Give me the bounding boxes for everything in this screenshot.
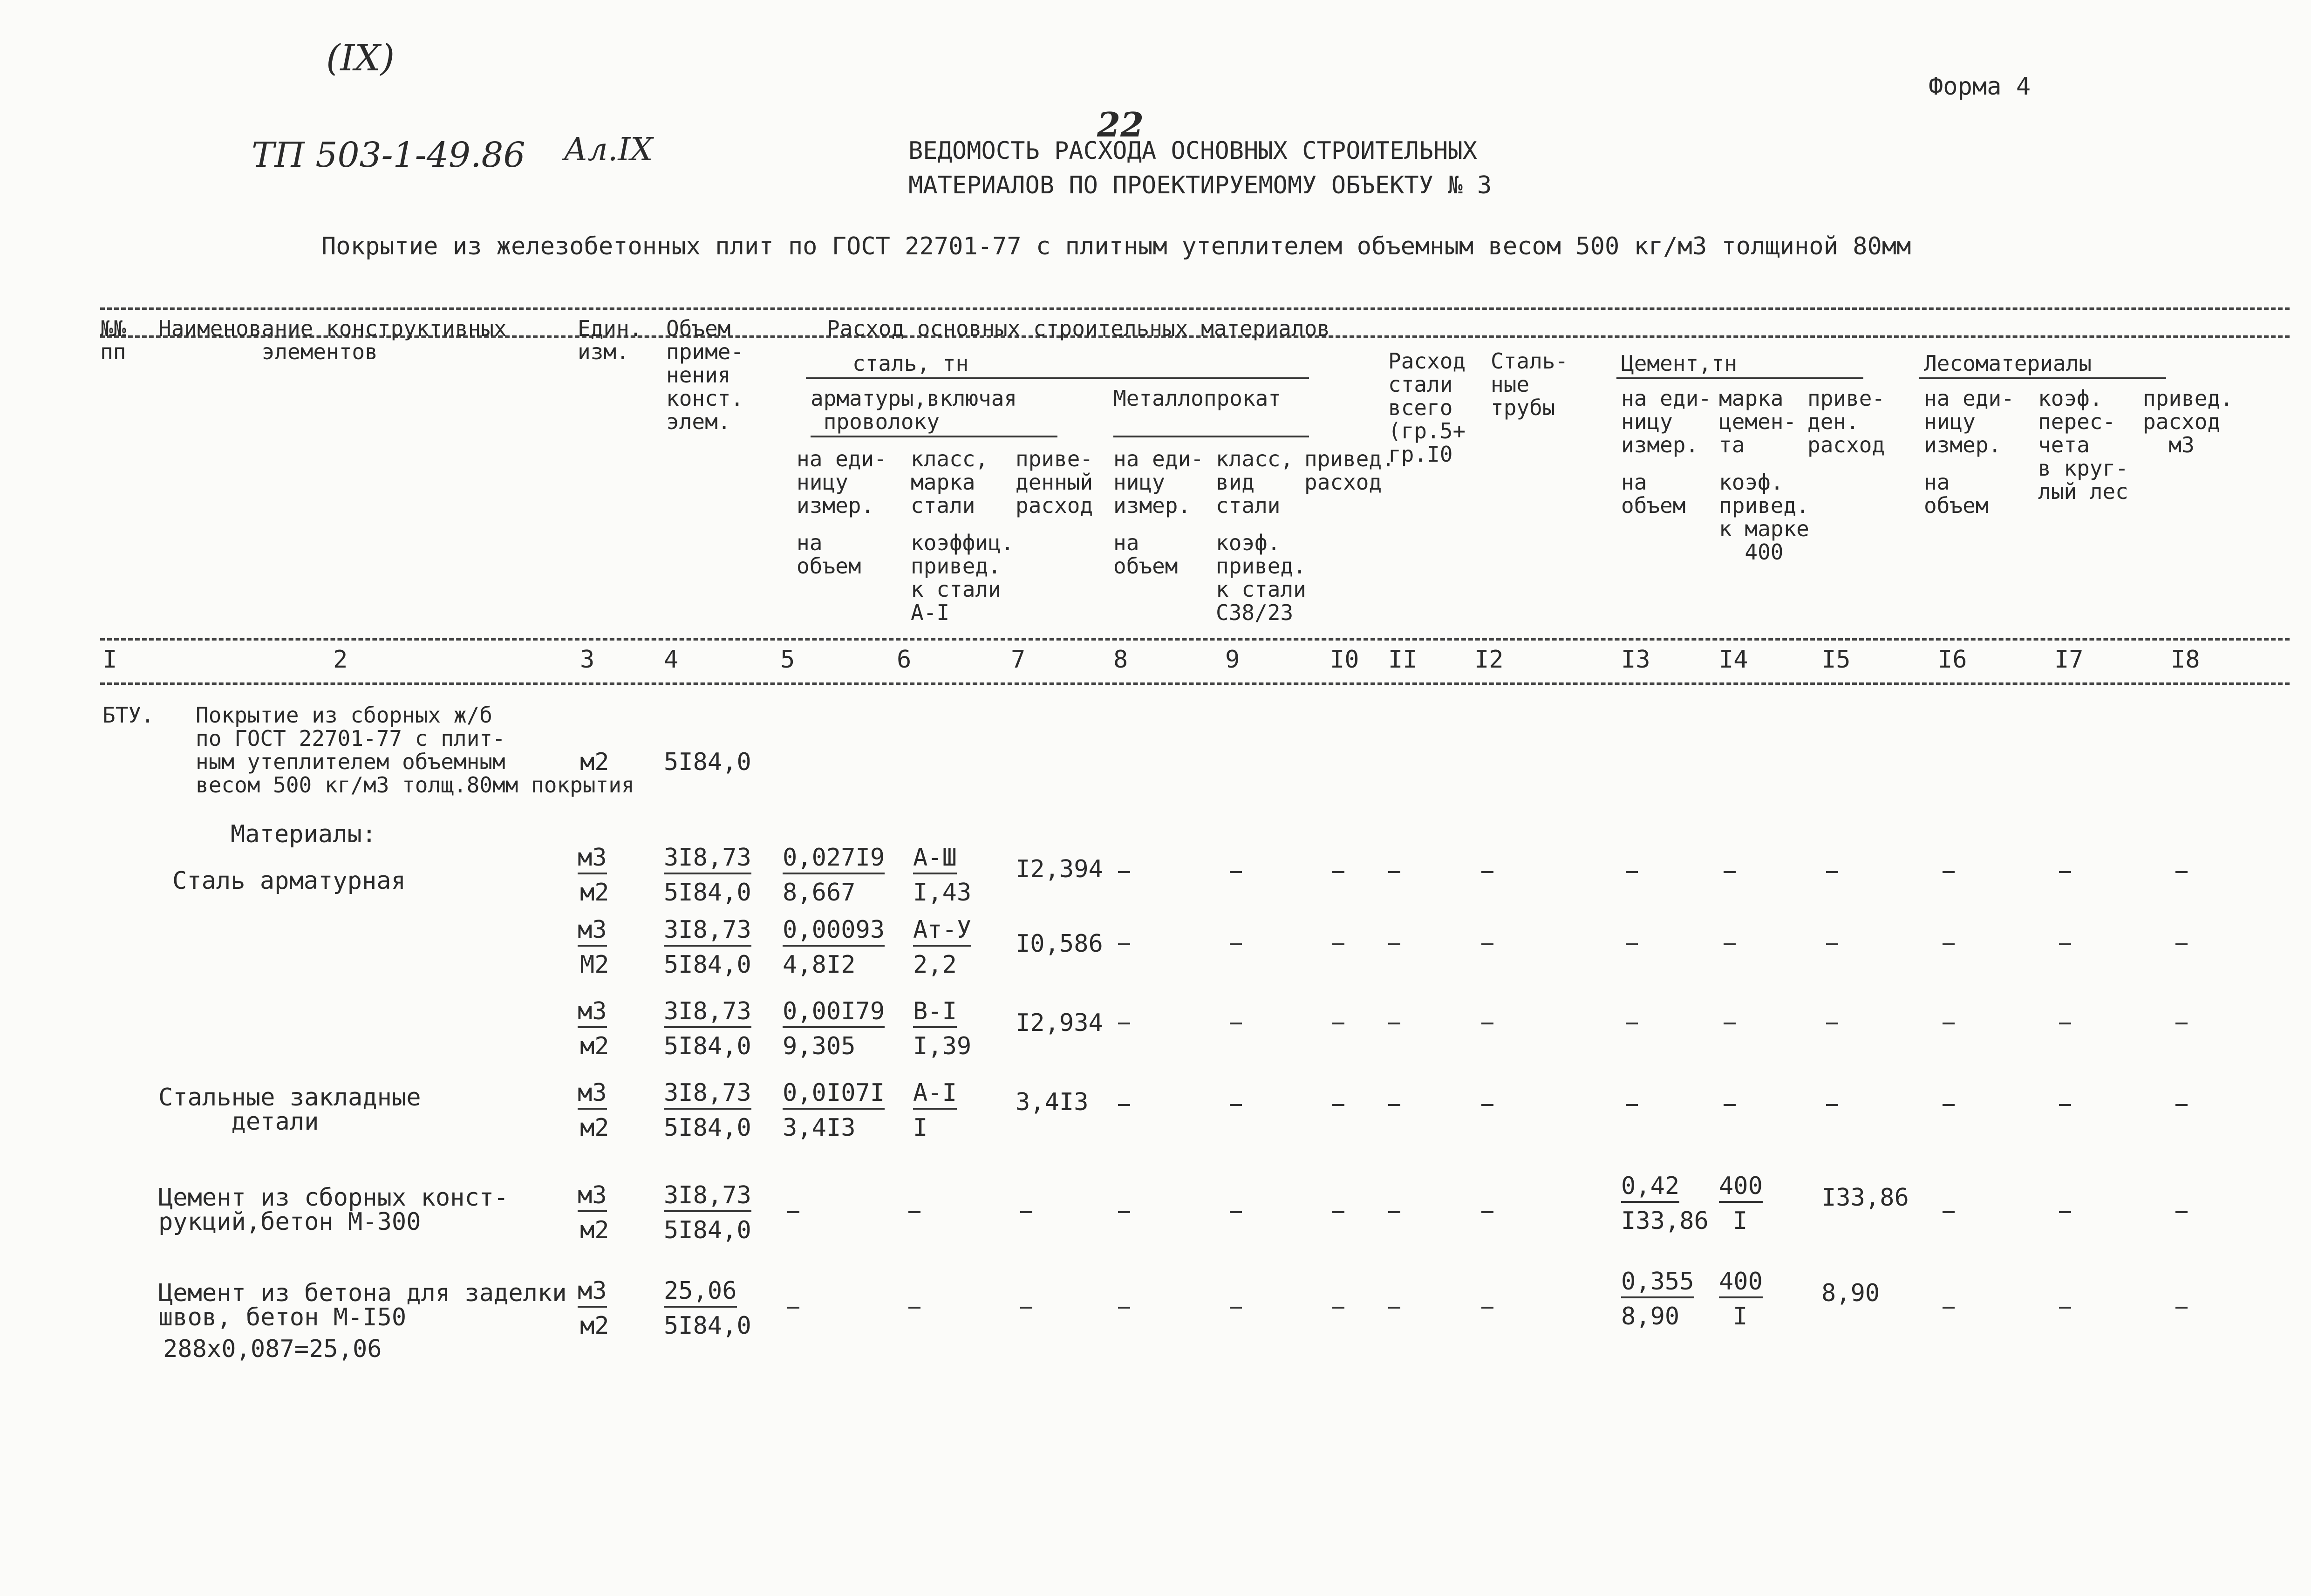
- empty-cell-dash: [908, 1307, 920, 1309]
- empty-cell-dash: [1388, 943, 1400, 945]
- row-unit-top: м3: [578, 846, 607, 874]
- header-c17: коэф. перес- чета в круг- лый лес: [2038, 386, 2128, 504]
- empty-cell-dash: [1388, 871, 1400, 873]
- header-element-name: Наименование конструктивных элементов: [158, 316, 507, 364]
- empty-cell-dash: [1118, 1023, 1130, 1024]
- page-number: 22: [1097, 105, 1144, 144]
- header-c16b: на объем: [1924, 470, 1989, 518]
- empty-cell-dash: [1724, 943, 1736, 945]
- empty-cell-dash: [1943, 871, 1955, 873]
- header-group-steel: сталь, тн: [852, 351, 969, 376]
- empty-cell-dash: [1118, 871, 1130, 873]
- empty-cell-dash: [2059, 871, 2071, 873]
- empty-cell-dash: [1230, 1104, 1242, 1106]
- empty-cell-dash: [1481, 943, 1493, 945]
- row-rebar-per-unit: 0,027I9: [783, 846, 885, 874]
- header-c6: класс, марка стали: [911, 446, 988, 518]
- row-cement-coef: I: [1733, 1207, 1748, 1235]
- table-top-rule: [100, 307, 2290, 310]
- row-volume-bottom: 5I84,0: [664, 1114, 751, 1142]
- header-bottom-rule: [100, 638, 2290, 641]
- header-c13: на еди- ницу измер.: [1621, 386, 1711, 457]
- empty-cell-dash: [1943, 1211, 1955, 1213]
- row-unit-bottom: М2: [580, 951, 609, 979]
- header-c5: на еди- ницу измер.: [797, 446, 887, 518]
- row-unit-top: м3: [578, 1081, 607, 1110]
- colnum-bottom-rule: [100, 682, 2290, 685]
- empty-cell-dash: [1826, 1104, 1838, 1106]
- section-unit: м2: [580, 748, 609, 776]
- row-volume-top: 3I8,73: [664, 1183, 751, 1212]
- row-volume-top: 25,06: [664, 1279, 737, 1308]
- empty-cell-dash: [1118, 943, 1130, 945]
- row-volume-bottom: 5I84,0: [664, 951, 751, 979]
- empty-cell-dash: [1332, 1211, 1344, 1213]
- header-num: №№ пп: [100, 316, 126, 364]
- col-number: I2: [1474, 646, 1504, 674]
- row-unit-top: м3: [578, 1279, 607, 1308]
- row-unit-bottom: м2: [580, 1114, 609, 1142]
- col-number: I8: [2171, 646, 2200, 674]
- empty-cell-dash: [1332, 1104, 1344, 1106]
- empty-cell-dash: [908, 1211, 920, 1213]
- row-unit-top: м3: [578, 999, 607, 1028]
- empty-cell-dash: [2175, 871, 2188, 873]
- title-line-1: ВЕДОМОСТЬ РАСХОДА ОСНОВНЫХ СТРОИТЕЛЬНЫХ: [908, 137, 1477, 165]
- metal-group-rule: [1113, 436, 1309, 437]
- header-c15: приве- ден. расход: [1807, 386, 1885, 457]
- row-name: Цемент из бетона для заделки швов, бетон М-I50: [158, 1279, 567, 1331]
- project-code: ТП 503-1-49.86: [252, 135, 525, 175]
- empty-cell-dash: [1481, 1023, 1493, 1024]
- col-number: 7: [1011, 646, 1026, 674]
- row-name: Цемент из сборных конст- рукций,бетон М-300: [158, 1184, 509, 1236]
- empty-cell-dash: [1724, 1023, 1736, 1024]
- row-reduced-consumption: I0,586: [1016, 930, 1103, 958]
- row-volume-top: 3I8,73: [664, 918, 751, 947]
- empty-cell-dash: [1481, 1307, 1493, 1309]
- empty-cell-dash: [1826, 871, 1838, 873]
- empty-cell-dash: [1020, 1211, 1032, 1213]
- empty-cell-dash: [1481, 1104, 1493, 1106]
- row-cement-per-unit: 0,355: [1621, 1269, 1694, 1298]
- empty-cell-dash: [1481, 871, 1493, 873]
- empty-cell-dash: [1230, 871, 1242, 873]
- row-rebar-per-unit: 0,0I07I: [783, 1081, 885, 1110]
- empty-cell-dash: [1332, 1307, 1344, 1309]
- empty-cell-dash: [2175, 1211, 2188, 1213]
- header-c14: марка цемен- та: [1719, 386, 1797, 457]
- rebar-group-rule: [811, 436, 1057, 437]
- header-c8: на еди- ницу измер.: [1113, 446, 1204, 518]
- empty-cell-dash: [1332, 1023, 1344, 1024]
- header-c10: привед. расход: [1304, 446, 1395, 495]
- col-number: 6: [897, 646, 912, 674]
- wood-group-rule: [1919, 377, 2166, 379]
- form-label: Форма 4: [1929, 73, 2031, 101]
- header-c18: привед. расход м3: [2143, 386, 2233, 457]
- empty-cell-dash: [1118, 1104, 1130, 1106]
- header-c16: на еди- ницу измер.: [1924, 386, 2014, 457]
- album-mark: Ал.IX: [564, 131, 653, 168]
- header-c11: Расход стали всего (гр.5+ гр.I0: [1388, 348, 1466, 467]
- empty-cell-dash: [1943, 1307, 1955, 1309]
- row-unit-top: м3: [578, 1183, 607, 1212]
- empty-cell-dash: [1626, 1023, 1638, 1024]
- row-steel-class: Ат-У: [913, 918, 971, 947]
- empty-cell-dash: [1118, 1307, 1130, 1309]
- col-number: I7: [2054, 646, 2084, 674]
- row-cement-reduced: 8,90: [1821, 1279, 1880, 1307]
- col-number: II: [1388, 646, 1418, 674]
- row-rebar-per-unit: 0,00093: [783, 918, 885, 947]
- title-line-2: МАТЕРИАЛОВ ПО ПРОЕКТИРУЕМОМУ ОБЪЕКТУ № 3: [908, 171, 1492, 199]
- empty-cell-dash: [1943, 1023, 1955, 1024]
- row-volume-bottom: 5I84,0: [664, 1216, 751, 1244]
- row-rebar-total: 3,4I3: [783, 1114, 856, 1142]
- header-c13b: на объем: [1621, 470, 1686, 518]
- row-volume-top: 3I8,73: [664, 1081, 751, 1110]
- header-c9b: коэф. привед. к стали С38/23: [1216, 530, 1306, 625]
- row-unit-bottom: м2: [580, 1216, 609, 1244]
- col-number: I6: [1938, 646, 1967, 674]
- empty-cell-dash: [1388, 1023, 1400, 1024]
- empty-cell-dash: [2175, 1023, 2188, 1024]
- row-unit-bottom: м2: [580, 1312, 609, 1340]
- header-volume: Объем приме- нения конст. элем.: [666, 316, 744, 434]
- header-c8b: на объем: [1113, 530, 1178, 579]
- row-note: 288х0,087=25,06: [163, 1335, 382, 1363]
- row-unit-top: м3: [578, 918, 607, 947]
- row-rebar-per-unit: 0,00I79: [783, 999, 885, 1028]
- row-volume-top: 3I8,73: [664, 846, 751, 874]
- row-steel-class: А-I: [913, 1081, 957, 1110]
- empty-cell-dash: [1332, 943, 1344, 945]
- section-code: БТУ.: [102, 703, 154, 728]
- empty-cell-dash: [1230, 1211, 1242, 1213]
- header-c12: Сталь- ные трубы: [1491, 348, 1568, 420]
- row-reduced-consumption: I2,394: [1016, 855, 1103, 883]
- row-cement-reduced: I33,86: [1821, 1184, 1909, 1212]
- row-steel-coef: I,39: [913, 1032, 972, 1060]
- row-steel-coef: I,43: [913, 879, 972, 907]
- empty-cell-dash: [1826, 1023, 1838, 1024]
- empty-cell-dash: [2175, 1307, 2188, 1309]
- col-number: I: [102, 646, 117, 674]
- row-cement-coef: I: [1733, 1303, 1748, 1330]
- empty-cell-dash: [1626, 943, 1638, 945]
- col-number: 4: [664, 646, 679, 674]
- header-group-wood: Лесоматериалы: [1924, 351, 2092, 376]
- empty-cell-dash: [2059, 1211, 2071, 1213]
- row-cement-total: 8,90: [1621, 1303, 1680, 1330]
- empty-cell-dash: [2059, 1307, 2071, 1309]
- empty-cell-dash: [1230, 943, 1242, 945]
- row-rebar-total: 4,8I2: [783, 951, 856, 979]
- row-rebar-total: 9,305: [783, 1032, 856, 1060]
- row-cement-per-unit: 0,42: [1621, 1174, 1679, 1203]
- header-group-cement: Цемент,тн: [1621, 351, 1738, 376]
- row-volume-bottom: 5I84,0: [664, 1032, 751, 1060]
- col-number: I3: [1621, 646, 1650, 674]
- subtitle: Покрытие из железобетонных плит по ГОСТ 22701-77 с плитным утеплителем объемным весом 500 кг/м3 толщиной 80мм: [321, 232, 1911, 260]
- col-number: 3: [580, 646, 595, 674]
- col-number: 8: [1113, 646, 1128, 674]
- empty-cell-dash: [1481, 1211, 1493, 1213]
- empty-cell-dash: [787, 1307, 799, 1309]
- row-reduced-consumption: 3,4I3: [1016, 1088, 1089, 1116]
- row-cement-total: I33,86: [1621, 1207, 1709, 1235]
- header-c14b: коэф. привед. к марке 400: [1719, 470, 1809, 565]
- col-number: I4: [1719, 646, 1748, 674]
- row-steel-coef: I: [913, 1114, 928, 1142]
- empty-cell-dash: [2175, 1104, 2188, 1106]
- header-group-main: Расход основных строительных материалов: [827, 316, 1330, 341]
- header-unit: Един. изм.: [578, 316, 642, 364]
- row-steel-class: В-I: [913, 999, 957, 1028]
- header-group-metal: Металлопрокат: [1113, 386, 1282, 411]
- row-cement-grade: 400: [1719, 1269, 1763, 1298]
- row-name: Сталь арматурная: [172, 867, 406, 895]
- header-group-rebar: арматуры,включая проволоку: [811, 386, 1017, 434]
- empty-cell-dash: [1626, 871, 1638, 873]
- empty-cell-dash: [2059, 1104, 2071, 1106]
- header-c7: приве- денный расход: [1016, 446, 1093, 518]
- row-volume-bottom: 5I84,0: [664, 879, 751, 907]
- row-steel-class: А-Ш: [913, 846, 957, 874]
- col-number: I0: [1330, 646, 1359, 674]
- row-cement-grade: 400: [1719, 1174, 1763, 1203]
- empty-cell-dash: [2175, 943, 2188, 945]
- empty-cell-dash: [1020, 1307, 1032, 1309]
- header-c9: класс, вид стали: [1216, 446, 1294, 518]
- header-c6b: коэффиц. привед. к стали А-I: [911, 530, 1014, 625]
- empty-cell-dash: [1826, 943, 1838, 945]
- row-steel-coef: 2,2: [913, 951, 957, 979]
- empty-cell-dash: [1388, 1307, 1400, 1309]
- empty-cell-dash: [1230, 1307, 1242, 1309]
- col-number: 2: [333, 646, 348, 674]
- empty-cell-dash: [2059, 943, 2071, 945]
- empty-cell-dash: [787, 1211, 799, 1213]
- sheet-mark: (IX): [326, 37, 395, 79]
- cement-group-rule: [1616, 377, 1863, 379]
- empty-cell-dash: [1724, 871, 1736, 873]
- empty-cell-dash: [1388, 1211, 1400, 1213]
- empty-cell-dash: [1724, 1104, 1736, 1106]
- empty-cell-dash: [1118, 1211, 1130, 1213]
- empty-cell-dash: [1230, 1023, 1242, 1024]
- row-volume-top: 3I8,73: [664, 999, 751, 1028]
- section-volume: 5I84,0: [664, 748, 751, 776]
- row-name: Стальные закладные детали: [158, 1084, 421, 1136]
- empty-cell-dash: [1943, 1104, 1955, 1106]
- row-unit-bottom: м2: [580, 1032, 609, 1060]
- empty-cell-dash: [1332, 871, 1344, 873]
- header-c5b: на объем: [797, 530, 861, 579]
- row-unit-bottom: м2: [580, 879, 609, 907]
- col-number: I5: [1821, 646, 1851, 674]
- col-number: 9: [1225, 646, 1240, 674]
- empty-cell-dash: [2059, 1023, 2071, 1024]
- steel-group-rule: [806, 377, 1309, 379]
- row-volume-bottom: 5I84,0: [664, 1312, 751, 1340]
- empty-cell-dash: [1626, 1104, 1638, 1106]
- materials-label: Материалы:: [231, 820, 377, 848]
- empty-cell-dash: [1388, 1104, 1400, 1106]
- col-number: 5: [780, 646, 795, 674]
- section-name: Покрытие из сборных ж/б по ГОСТ 22701-77 с плит- ным утеплителем объемным весом 500 кг/м3 толщ.80мм покрытия: [196, 703, 634, 798]
- row-rebar-total: 8,667: [783, 879, 856, 907]
- row-reduced-consumption: I2,934: [1016, 1009, 1103, 1037]
- empty-cell-dash: [1943, 943, 1955, 945]
